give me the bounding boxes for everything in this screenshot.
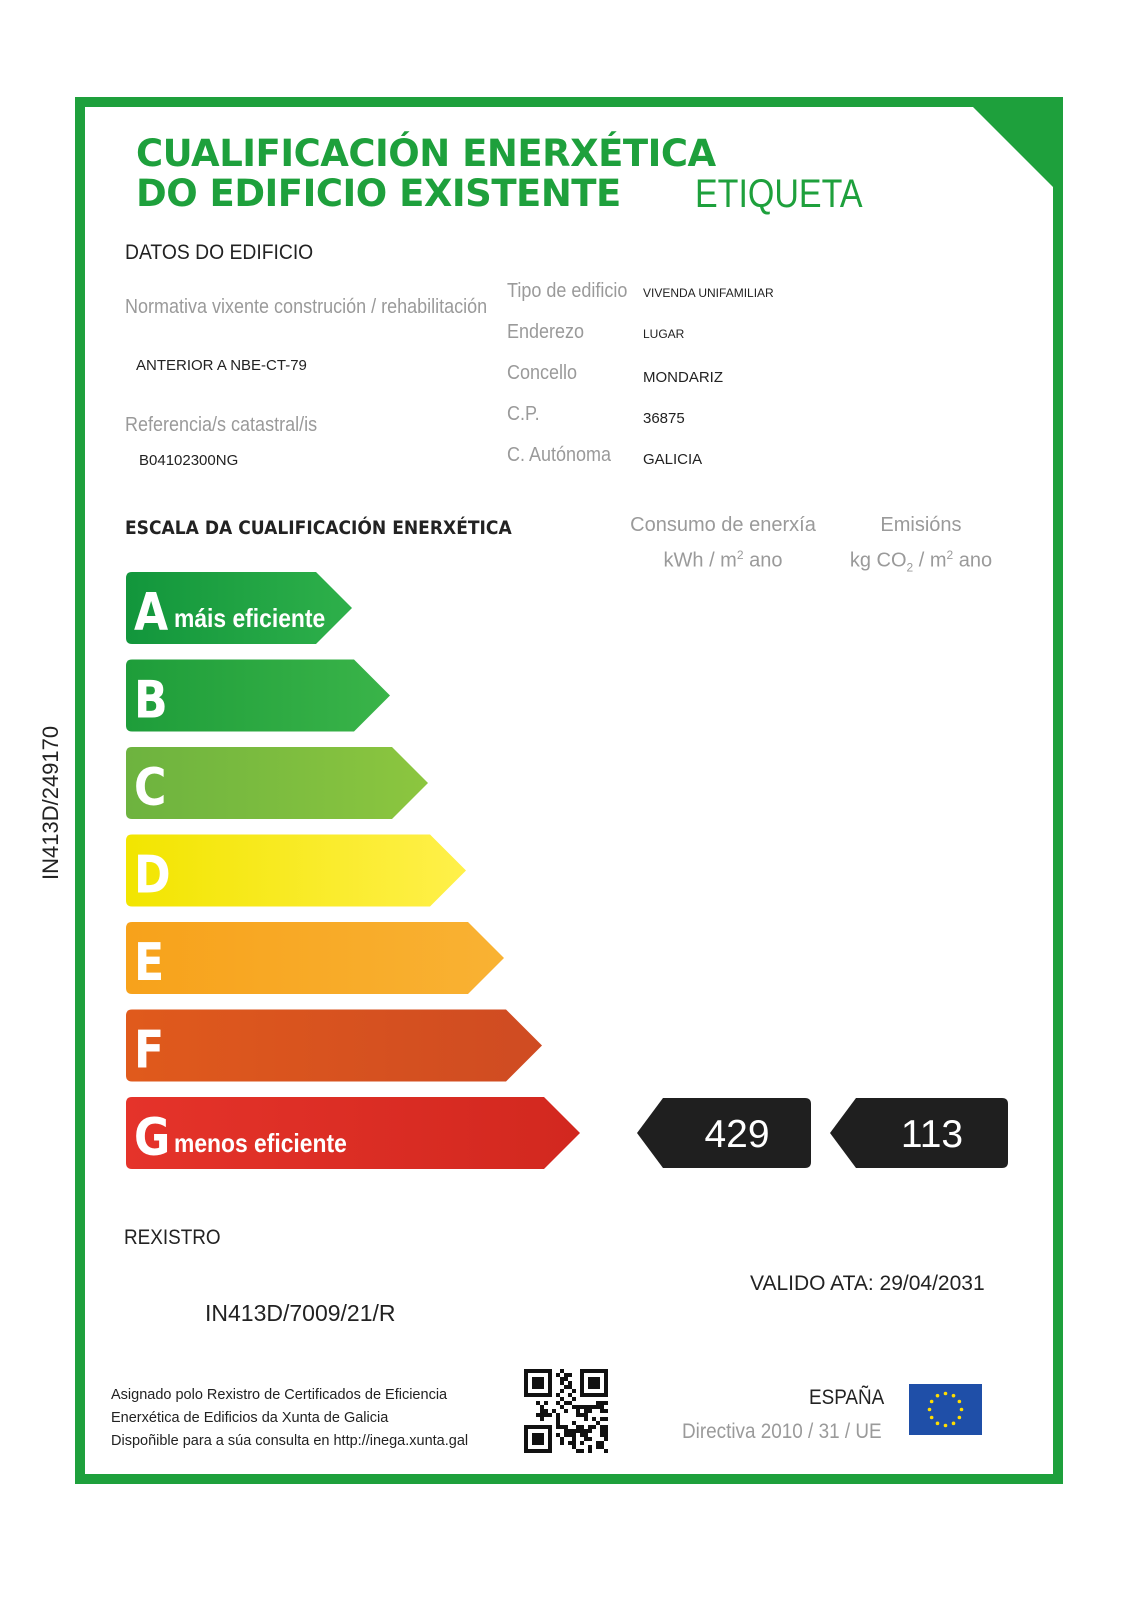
footer-line-2: Enerxética de Edificios da Xunta de Galicia <box>111 1410 389 1426</box>
field-value-council: MONDARIZ <box>643 369 723 386</box>
field-label-address: Enderezo <box>507 321 585 343</box>
field-value-region: GALICIA <box>643 451 703 468</box>
field-value-postcode: 36875 <box>643 410 685 427</box>
rating-letter-b: B <box>134 670 168 731</box>
rating-arrow-c <box>126 747 428 819</box>
rating-arrow-f <box>126 1010 542 1082</box>
consumption-title: Consumo de enerxía <box>630 514 816 536</box>
eu-flag-icon <box>909 1384 982 1435</box>
rating-caption-g: menos eficiente <box>174 1129 347 1159</box>
rating-letter-c: C <box>134 757 167 818</box>
qr-code-icon <box>522 1369 610 1453</box>
field-label-region: C. Autónoma <box>507 444 612 466</box>
directive-label: Directiva 2010 / 31 / UE <box>682 1420 882 1443</box>
etiqueta-label: ETIQUETA <box>695 172 863 216</box>
field-value-address: LUGAR <box>643 327 685 341</box>
country-label: ESPAÑA <box>809 1386 885 1409</box>
cadastral-value: B04102300NG <box>139 452 239 469</box>
field-label-type: Tipo de edificio <box>507 280 628 302</box>
side-reference-code: IN413D/249170 <box>38 725 63 880</box>
building-section-title: DATOS DO EDIFICIO <box>125 241 314 264</box>
emissions-title: Emisións <box>880 514 962 536</box>
scale-section-title: ESCALA DA CUALIFICACIÓN ENERXÉTICA <box>125 517 512 539</box>
title-line-1: CUALIFICACIÓN ENERXÉTICA <box>136 132 716 175</box>
field-label-postcode: C.P. <box>507 403 540 425</box>
rating-arrow-d <box>126 835 466 907</box>
emissions-unit: kg $CO_2 / m^2$ ano <box>849 548 993 575</box>
field-value-type: VIVENDA UNIFAMILIAR <box>643 286 774 300</box>
registry-label: REXISTRO <box>124 1226 221 1249</box>
cadastral-label: Referencia/s catastral/is <box>125 414 318 436</box>
field-label-council: Concello <box>507 362 578 384</box>
valid-until: VALIDO ATA: 29/04/2031 <box>750 1272 985 1295</box>
footer-line-1: Asignado polo Rexistro de Certificados de Eficiencia <box>111 1387 448 1403</box>
consumption-badge-value: 429 <box>704 1113 770 1156</box>
emissions-badge-value: 113 <box>900 1113 964 1156</box>
title-line-2: DO EDIFICIO EXISTENTE <box>136 172 621 215</box>
norm-value: ANTERIOR A NBE-CT-79 <box>136 357 307 374</box>
registry-value: IN413D/7009/21/R <box>205 1300 396 1326</box>
norm-label: Normativa vixente construción / rehabilitación <box>125 296 488 318</box>
rating-caption-a: máis eficiente <box>174 604 326 634</box>
rating-letter-f: F <box>134 1020 165 1081</box>
footer-line-3: Dispoñible para a súa consulta en http://inega.xunta.gal <box>111 1433 469 1449</box>
rating-arrow-e <box>126 922 504 994</box>
footer-notice <box>111 1384 468 1453</box>
rating-letter-d: D <box>134 845 171 906</box>
rating-letter-e: E <box>134 932 165 993</box>
rating-letter-a: A <box>134 582 169 643</box>
consumption-unit: kWh / $m^2$ ano <box>663 548 783 572</box>
rating-letter-g: G <box>134 1107 171 1168</box>
